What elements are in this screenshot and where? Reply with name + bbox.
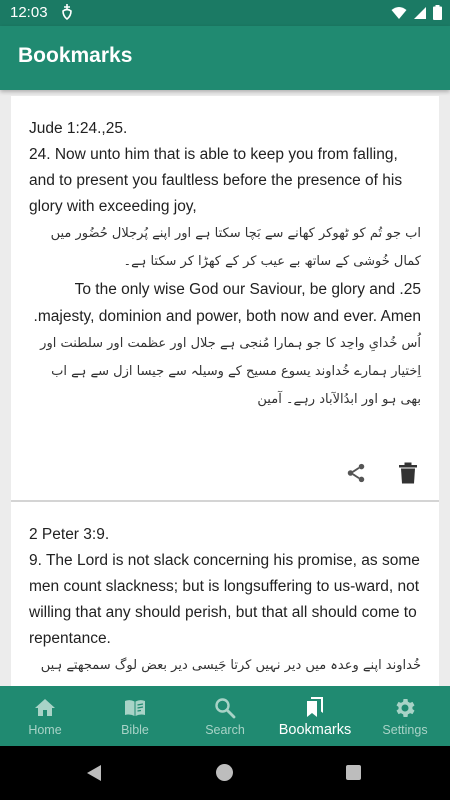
verse-urdu: خُداوند اپنے وعدہ میں دیر نہیں کرتا جَیسی دیر بعض لوگ سمجھتے ہیں xyxy=(40,658,421,673)
signal-icon xyxy=(413,6,427,20)
gear-icon xyxy=(393,696,417,720)
nav-settings-label: Settings xyxy=(382,722,428,737)
bookmark-card[interactable] xyxy=(11,96,439,502)
nav-bible-label: Bible xyxy=(121,722,149,737)
share-icon xyxy=(345,462,367,484)
verse-reference: 2 Peter 3:9. xyxy=(29,526,110,543)
trash-icon xyxy=(398,462,418,484)
bookmark-icon xyxy=(303,695,327,719)
status-bar xyxy=(0,0,450,26)
verse-english: 24. Now unto him that is able to keep you from falling, and to present you faultless before the presence of his glory with exceeding joy, xyxy=(29,146,403,215)
back-icon[interactable] xyxy=(86,764,102,782)
home-icon xyxy=(33,696,57,720)
notification-icon xyxy=(60,3,74,21)
share-button[interactable] xyxy=(343,460,369,486)
nav-home[interactable] xyxy=(0,686,90,746)
nav-search-label: Search xyxy=(205,722,245,737)
nav-search[interactable] xyxy=(180,686,270,746)
verse-english-2: 25. To the only wise God our Saviour, be glory and majesty, dominion and power, both now and ever. Amen. xyxy=(33,281,421,325)
delete-button[interactable] xyxy=(395,460,421,486)
verse-urdu: اب جو تُم کو ٹھوکر کھانے سے بَچا سکتا ہے اور اپنے پُرجلال حُضُور میں کمال خُوشی کے ساتھ بے عیب کر کے کھڑا کر سکتا ہے۔ xyxy=(50,226,421,269)
recents-button[interactable] xyxy=(346,765,361,780)
wifi-icon xyxy=(391,6,407,20)
nav-home-label: Home xyxy=(28,722,62,737)
verse-english: 9. The Lord is not slack concerning his promise, as some men count slackness; but is longsuffering to us-ward, not willing that any should perish, but that all should come to repentance. xyxy=(29,552,420,647)
bottom-nav xyxy=(0,686,450,746)
system-nav-bar xyxy=(0,746,450,800)
bookmark-list[interactable] xyxy=(11,96,439,686)
verse-reference: Jude 1:24.,25. xyxy=(29,120,128,137)
book-icon xyxy=(123,696,147,720)
page-title: Bookmarks xyxy=(18,44,133,67)
nav-bookmarks[interactable] xyxy=(270,686,360,746)
bookmark-card[interactable] xyxy=(11,502,439,686)
battery-icon xyxy=(433,5,442,20)
nav-bookmarks-label: Bookmarks xyxy=(278,721,352,738)
status-time: 12:03 xyxy=(10,4,48,21)
nav-bible[interactable] xyxy=(90,686,180,746)
verse-urdu-2: اُس خُدایِ واحِد کا جو ہمارا مُنجی ہے جلال اور عظمت اور سلطنت اور اِختیار ہمارے خُداوند یسوع مسیح کے وسیلہ سے جیسا ازل سے ہے اب بھی ہو اور ابدُالآباد رہے۔ آمین xyxy=(40,336,421,407)
search-icon xyxy=(213,696,237,720)
app-bar xyxy=(0,26,450,90)
home-button[interactable] xyxy=(216,764,233,781)
nav-settings[interactable] xyxy=(360,686,450,746)
